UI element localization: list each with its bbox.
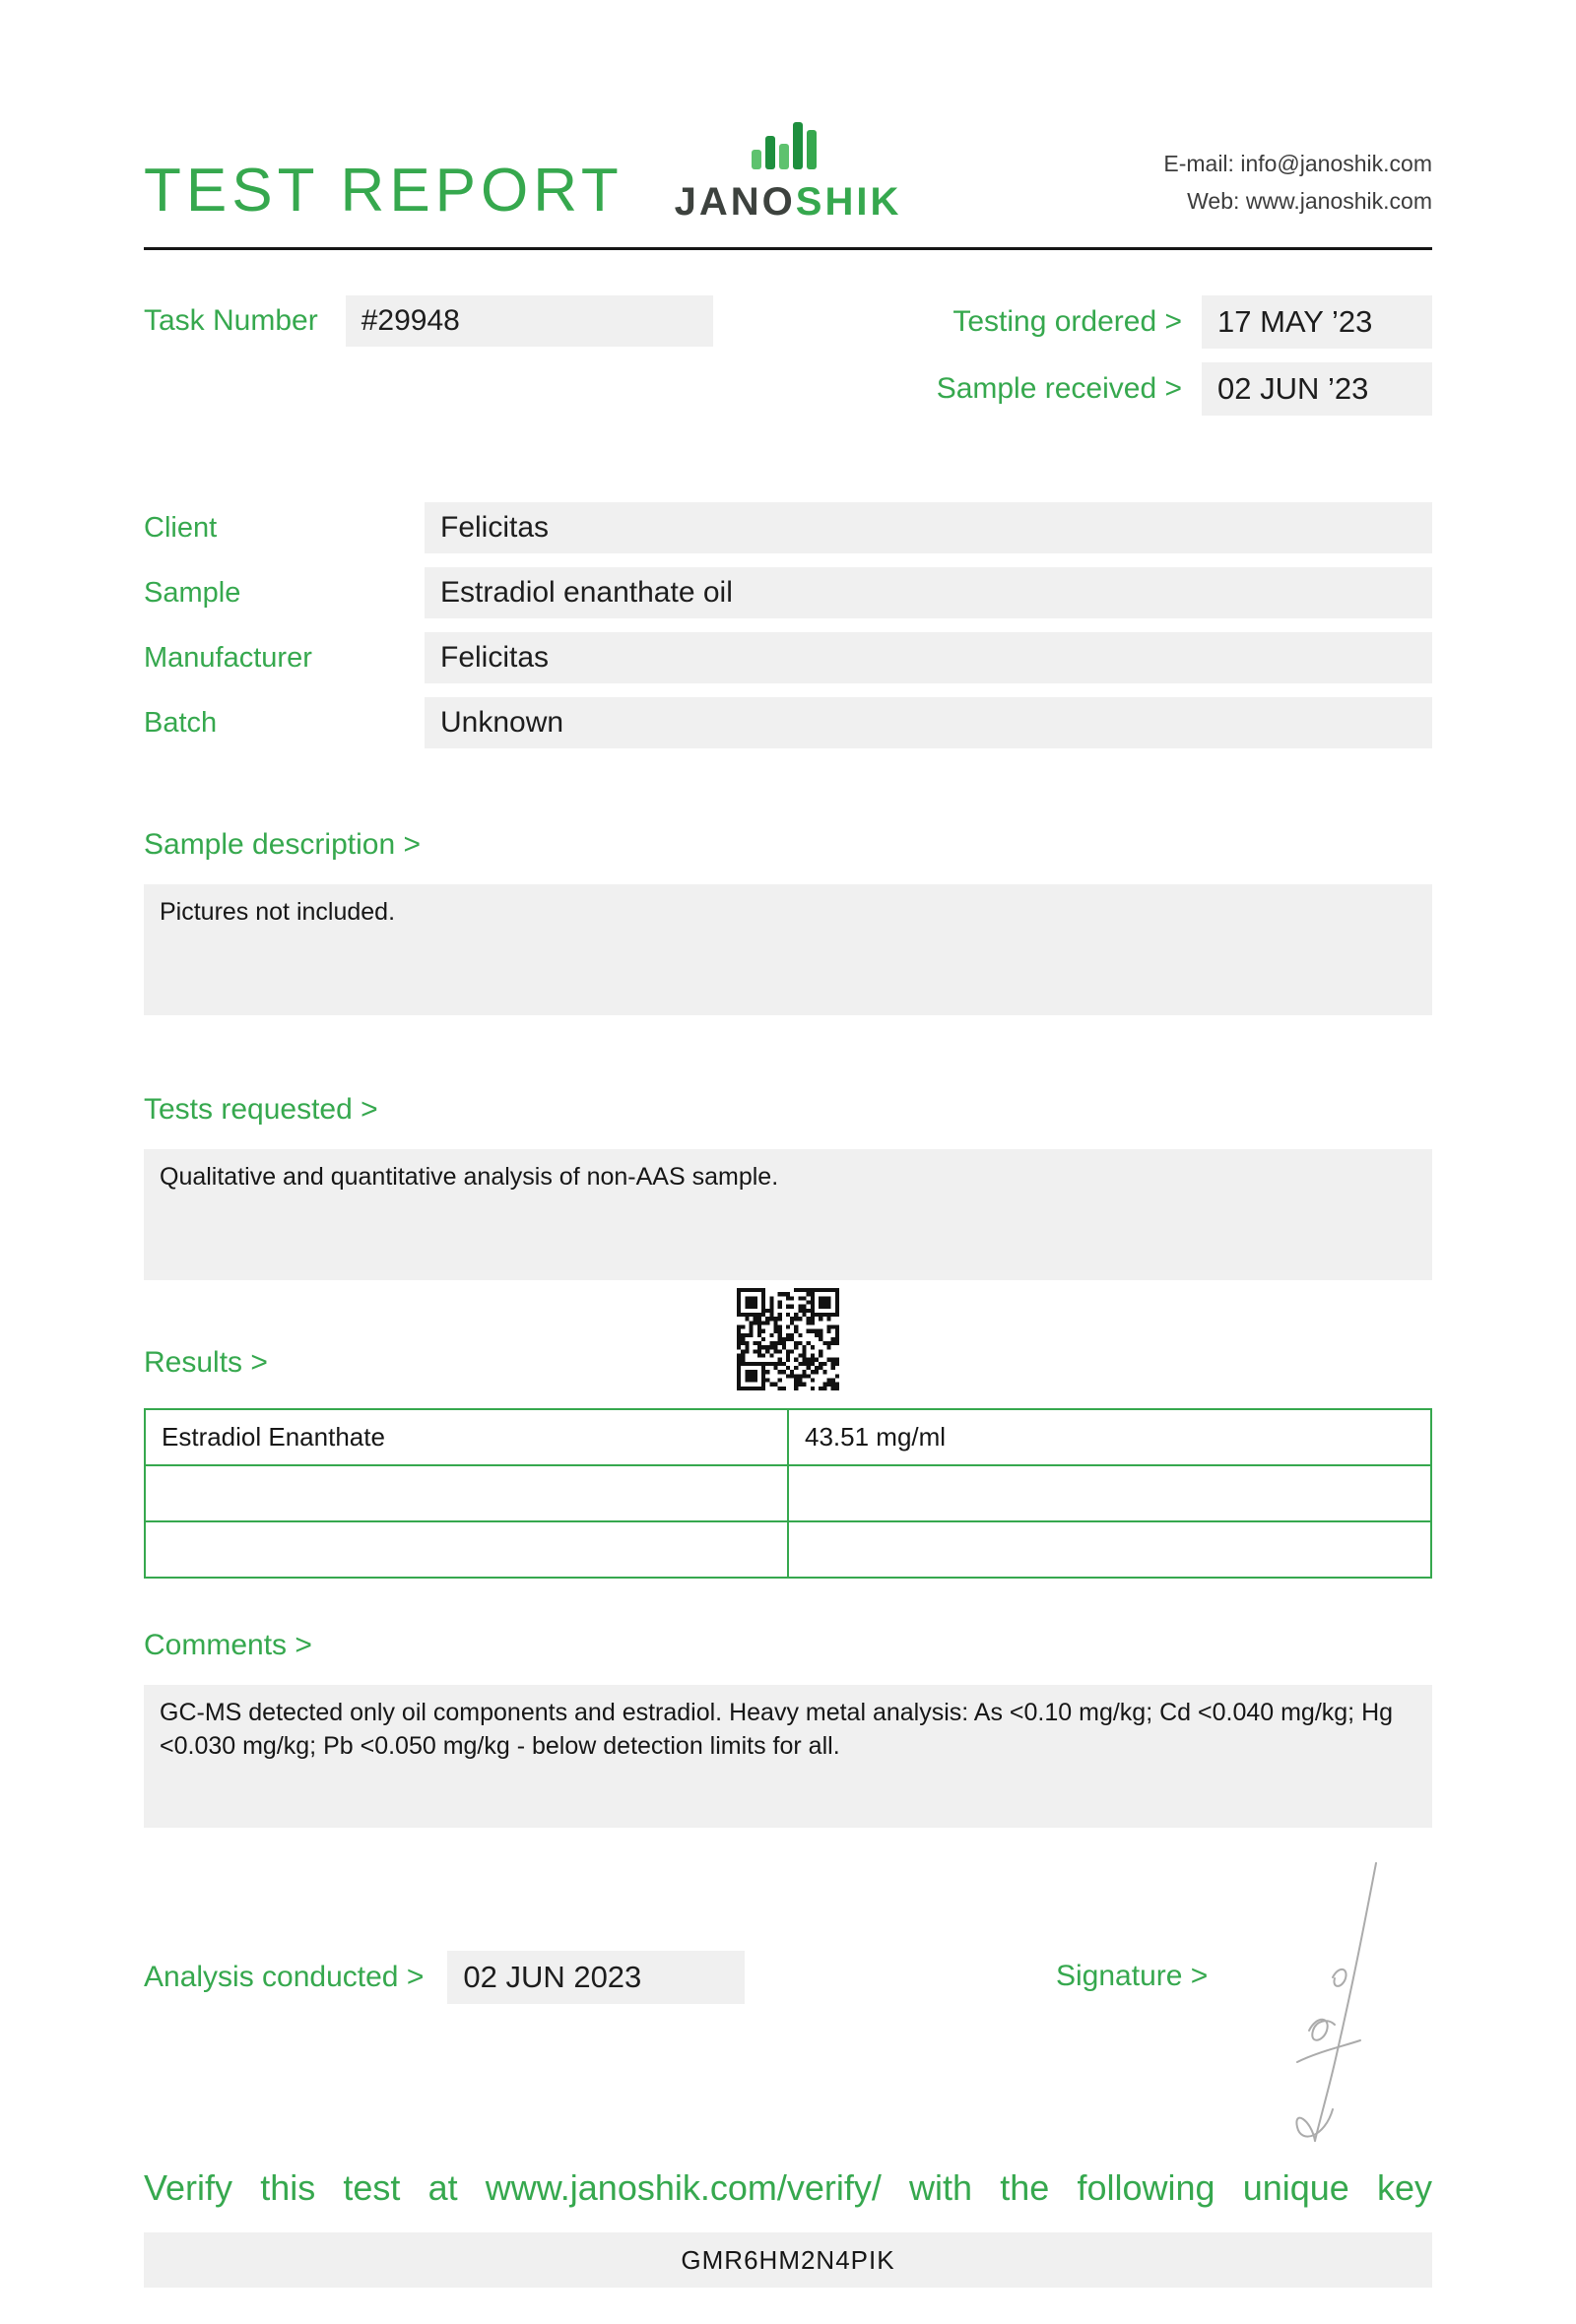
- comments-text: GC-MS detected only oil components and estradiol. Heavy metal analysis: As <0.10 mg/kg; Cd <0.040 mg/kg; Hg <0.030 mg/kg; Pb <0.050 mg/kg - below detection limits for all.: [160, 1699, 1394, 1760]
- result-name-cell: Estradiol Enanthate: [145, 1409, 788, 1465]
- detail-label: Batch: [144, 706, 218, 739]
- analysis-conducted-group: [144, 1951, 745, 2004]
- testing-ordered-label: Testing ordered >: [952, 305, 1182, 338]
- result-name-cell: [145, 1521, 788, 1578]
- detail-value: Felicitas: [425, 502, 1432, 553]
- result-value-cell: [788, 1521, 1431, 1578]
- detail-label: Client: [144, 511, 218, 544]
- tests-requested-text: Qualitative and quantitative analysis of non-AAS sample.: [160, 1163, 779, 1191]
- sample-received-value: 02 JUN ’23: [1202, 362, 1432, 416]
- qr-code: [737, 1288, 839, 1390]
- contact-block: [1163, 145, 1432, 222]
- contact-web-row: Web: www.janoshik.com: [1187, 188, 1432, 214]
- result-name-cell: [145, 1465, 788, 1521]
- contact-email-row: E-mail: info@janoshik.com: [1163, 151, 1432, 176]
- janoshik-logo: [675, 118, 902, 222]
- section-heading-results: Results >: [144, 1346, 268, 1379]
- detail-row-sample: [144, 567, 1432, 618]
- signature-label: Signature >: [1056, 1960, 1209, 1992]
- sample-received-label: Sample received >: [936, 372, 1182, 405]
- task-number-group: [144, 295, 713, 347]
- header-divider: [144, 247, 1432, 250]
- signature-image: [1272, 1857, 1400, 2158]
- result-value-cell: 43.51 mg/ml: [788, 1409, 1431, 1465]
- results-table: [144, 1408, 1432, 1579]
- results-header: [144, 1288, 1432, 1398]
- detail-label: Manufacturer: [144, 641, 312, 674]
- detail-value: Estradiol enanthate oil: [425, 567, 1432, 618]
- section-heading-tests-requested: Tests requested >: [144, 1093, 378, 1126]
- section-heading-sample-description: Sample description >: [144, 828, 421, 861]
- analysis-conducted-label: Analysis conducted >: [144, 1961, 425, 1993]
- detail-label: Sample: [144, 576, 241, 609]
- detail-row-manufacturer: [144, 632, 1432, 683]
- results-row: [145, 1409, 1431, 1465]
- detail-value: Felicitas: [425, 632, 1432, 683]
- verify-key-box: [144, 2232, 1432, 2288]
- detail-row-batch: [144, 697, 1432, 748]
- task-number-label: Task Number: [144, 304, 318, 337]
- section-heading-comments: Comments >: [144, 1629, 312, 1661]
- task-number-value: #29948: [346, 295, 713, 347]
- comments-box: [144, 1685, 1432, 1828]
- sample-description-box: [144, 884, 1432, 1015]
- detail-value: Unknown: [425, 697, 1432, 748]
- testing-ordered-row: [937, 295, 1432, 349]
- verify-text: Verify this test at www.janoshik.com/verify/ with the following unique key: [144, 2167, 1432, 2208]
- tests-requested-box: [144, 1149, 1432, 1280]
- page-title: TEST REPORT: [144, 157, 624, 225]
- testing-ordered-value: 17 MAY ’23: [1202, 295, 1432, 349]
- verify-key: GMR6HM2N4PIK: [681, 2244, 895, 2275]
- email-value: info@janoshik.com: [1240, 151, 1432, 176]
- web-value: www.janoshik.com: [1245, 188, 1432, 214]
- detail-row-client: [144, 502, 1432, 553]
- result-value-cell: [788, 1465, 1431, 1521]
- sample-received-row: [937, 362, 1432, 416]
- logo-wordmark: [675, 182, 902, 222]
- analysis-conducted-value: 02 JUN 2023: [447, 1951, 745, 2004]
- results-row: [145, 1465, 1431, 1521]
- bar-chart-icon: [750, 118, 826, 176]
- meta-section: [144, 295, 1432, 416]
- header: [144, 94, 1432, 225]
- sample-description-text: Pictures not included.: [160, 898, 396, 926]
- signature-section: [144, 1857, 1432, 2153]
- logo-jano: JANO: [674, 180, 796, 224]
- dates-group: [937, 295, 1432, 416]
- details-section: [144, 502, 1432, 748]
- logo-shik: SHIK: [795, 180, 902, 224]
- results-row: [145, 1521, 1431, 1578]
